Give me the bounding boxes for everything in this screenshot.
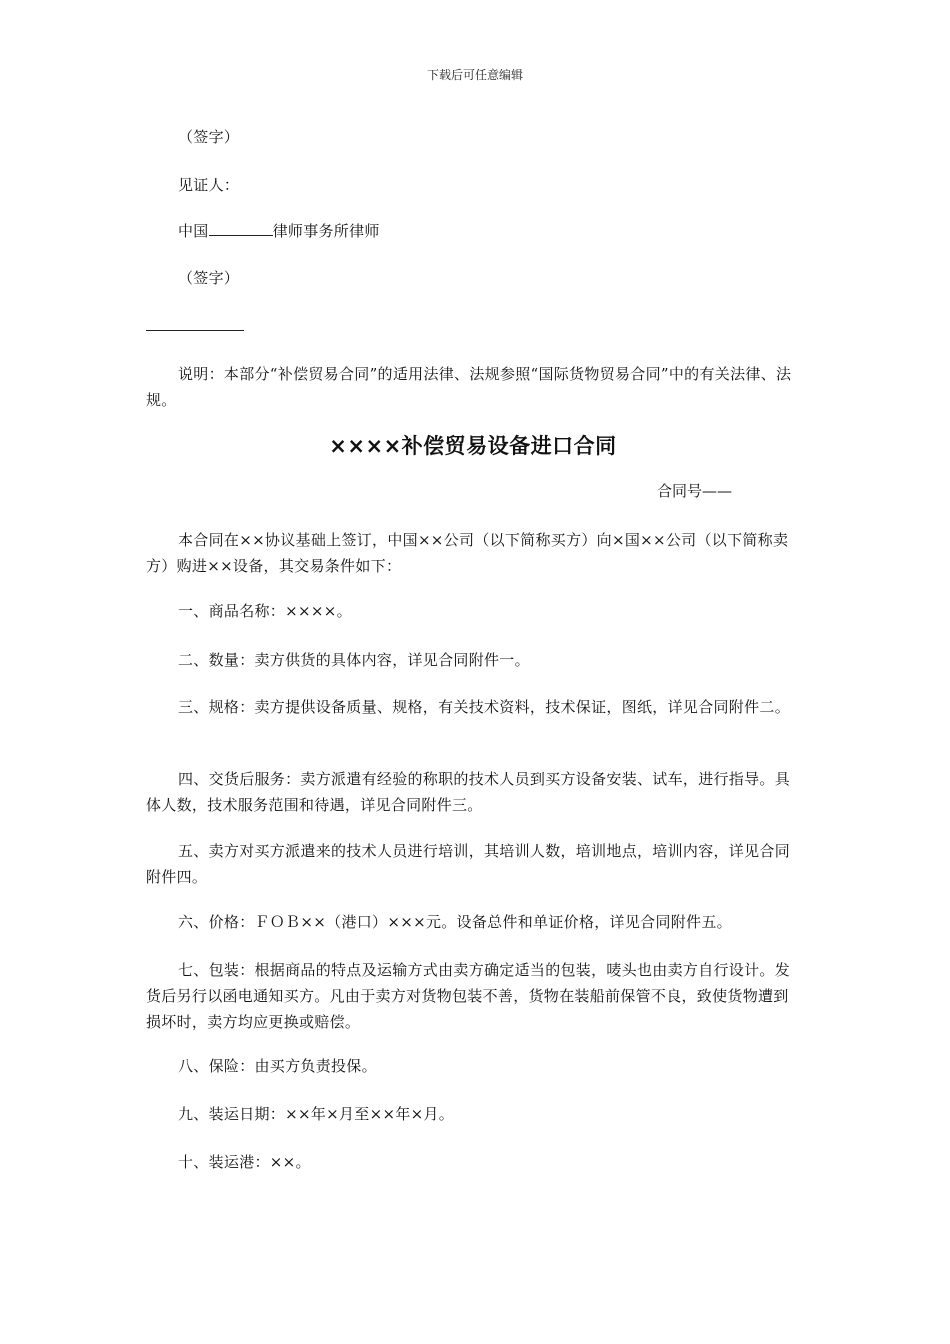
footnote-divider bbox=[146, 330, 244, 331]
clause-3: 三、规格：卖方提供设备质量、规格，有关技术资料，技术保证，图纸，详见合同附件二。 bbox=[178, 698, 791, 716]
clause-7: 七、包装：根据商品的特点及运输方式由卖方确定适当的包装，唛头也由卖方自行设计。发货后另行以函电通知买方。凡由于卖方对货物包装不善，货物在装船前保管不良，致使货物遭到损坏时，卖方均应更换或赔偿。 bbox=[146, 961, 791, 1031]
lawyer-prefix: 中国 bbox=[178, 222, 209, 240]
note-paragraph: 说明：本部分“补偿贸易合同”的适用法律、法规参照“国际货物贸易合同”中的有关法律、法规。 bbox=[146, 365, 792, 409]
clause-5: 五、卖方对买方派遣来的技术人员进行培训，其培训人数，培训地点，培训内容，详见合同附件四。 bbox=[146, 842, 791, 886]
clause-4: 四、交货后服务：卖方派遣有经验的称职的技术人员到买方设备安装、试车，进行指导。具体人数，技术服务范围和待遇，详见合同附件三。 bbox=[146, 770, 791, 814]
clause-1: 一、商品名称：××××。 bbox=[178, 602, 352, 620]
clause-6: 六、价格：ＦＯＢ××（港口）×××元。设备总件和单证价格，详见合同附件五。 bbox=[178, 913, 732, 931]
clause-9: 九、装运日期：××年×月至××年×月。 bbox=[178, 1105, 455, 1123]
witness-label: 见证人： bbox=[178, 176, 240, 194]
lawyer-suffix: 律师事务所律师 bbox=[272, 222, 380, 240]
blank-line bbox=[209, 221, 273, 236]
contract-number: 合同号—— bbox=[656, 482, 732, 500]
clause-2: 二、数量：卖方供货的具体内容，详见合同附件一。 bbox=[178, 651, 530, 669]
signature-line-1: （签字） bbox=[178, 128, 240, 146]
signature-line-2: （签字） bbox=[178, 269, 240, 287]
page-header: 下载后可任意编辑 bbox=[426, 68, 523, 82]
contract-title: ××××补偿贸易设备进口合同 bbox=[329, 434, 617, 458]
clause-8: 八、保险：由买方负责投保。 bbox=[178, 1057, 377, 1075]
clause-10: 十、装运港：××。 bbox=[178, 1153, 311, 1171]
lawyer-line bbox=[146, 218, 800, 244]
intro-paragraph: 本合同在××协议基础上签订，中国××公司（以下简称买方）向×国××公司（以下简称卖方）购进××设备，其交易条件如下： bbox=[146, 531, 789, 575]
